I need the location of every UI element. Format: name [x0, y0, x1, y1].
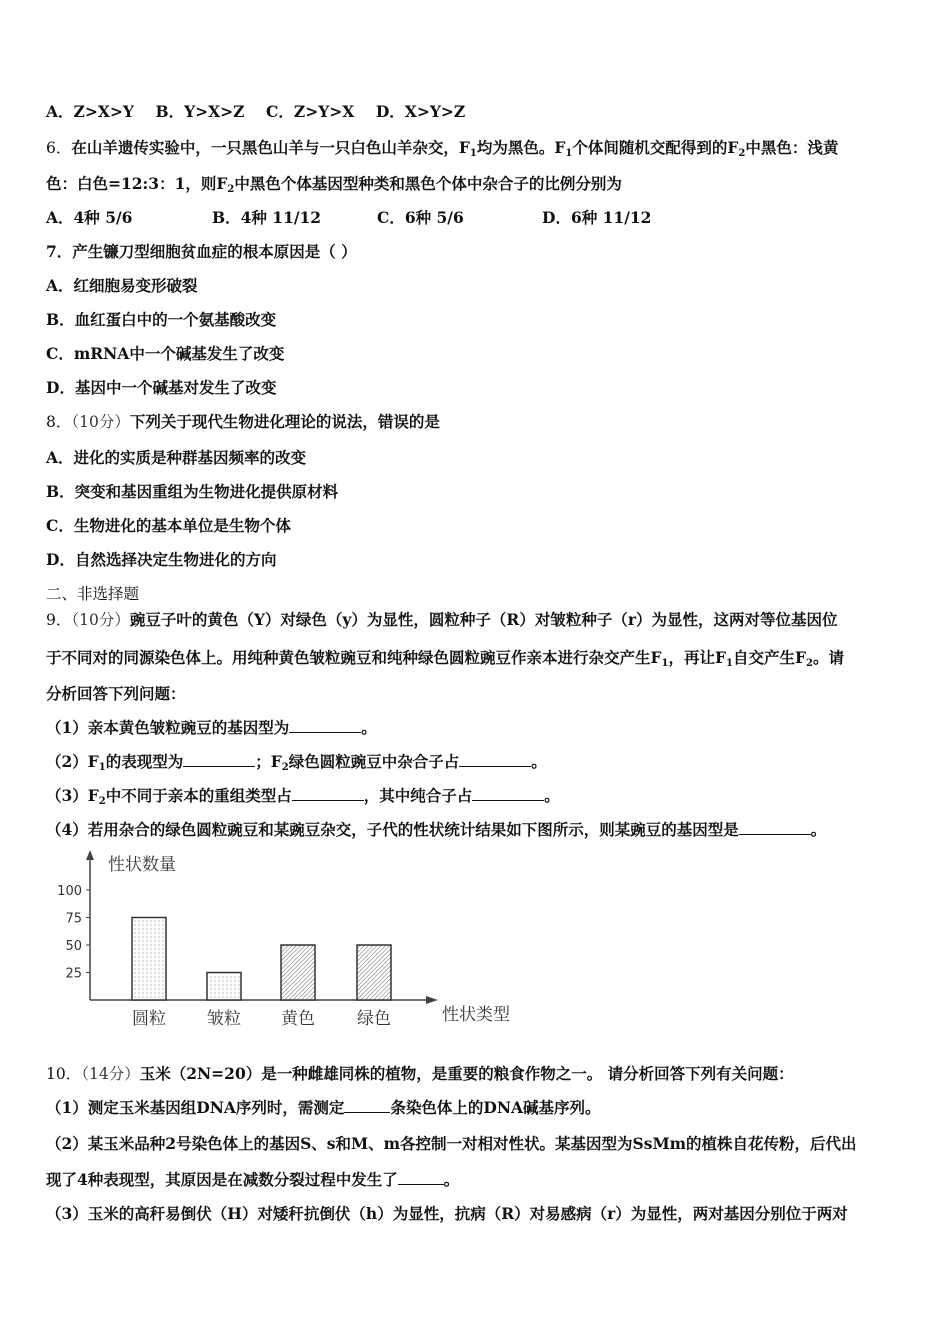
answer-blank[interactable]	[292, 786, 364, 801]
answer-blank[interactable]	[739, 820, 811, 835]
q10-part2-line1: （2）某玉米品种2号染色体上的基因S、s和M、m各控制一对相对性状。某基因型为SsMm的植株自花传粉，后代出	[46, 1134, 857, 1153]
y-tick-label: 50	[65, 939, 82, 954]
q6-option-a: A．4种 5/6	[46, 208, 133, 227]
y-tick-label: 25	[65, 966, 82, 982]
answer-blank[interactable]	[472, 786, 544, 801]
q6-stem-line2: 色：白色=12:3：1，则$F_2$中黑色个体基因型种类和黑色个体中杂合子的比例分别为	[46, 174, 622, 195]
q10-part1: （1）测定玉米基因组DNA序列时，需测定 条染色体上的DNA碱基序列。	[46, 1098, 601, 1117]
y-axis-label: 性状数量	[108, 855, 176, 875]
answer-blank[interactable]	[459, 752, 531, 767]
x-axis-label: 性状类型	[442, 1005, 510, 1025]
q7-option-b: B．血红蛋白中的一个氨基酸改变	[46, 310, 277, 329]
x-category-label: 皱粒	[207, 1009, 241, 1029]
q9-part3: $(3)F_2$中不同于亲本的重组类型占 ，其中纯合子占 。	[46, 786, 560, 807]
q9-stem-line2: 于不同对的同源染色体上。用纯种黄色皱粒豌豆和纯种绿色圆粒豌豆作亲本进行杂交产生$F_1$，再让$F_1$自交产生$F_2$。请	[46, 648, 844, 669]
bar-3	[281, 945, 315, 1000]
q8-option-c: C．生物进化的基本单位是生物个体	[46, 516, 291, 535]
q7-stem: 7．产生镰刀型细胞贫血症的根本原因是（ ）	[46, 242, 357, 261]
answer-blank[interactable]	[344, 1098, 390, 1113]
q6-option-b: B．4种 11/12	[212, 208, 322, 227]
answer-blank[interactable]	[398, 1170, 444, 1185]
q8-option-a: A．进化的实质是种群基因频率的改变	[46, 448, 307, 467]
bar-1	[132, 918, 166, 1001]
q6-stem-line1: 6．在山羊遗传实验中，一只黑色山羊与一只白色山羊杂交，$F_1$均为黑色。$F_1$个体间随机交配得到的$F_2$中黑色：浅黄	[46, 138, 839, 159]
q9-part4: （4）若用杂合的绿色圆粒豌豆和某豌豆杂交，子代的性状统计结果如下图所示，则某豌豆的基因型是 。	[46, 820, 827, 839]
y-tick-label: 100	[57, 884, 82, 899]
q7-option-d: D．基因中一个碱基对发生了改变	[46, 378, 277, 397]
answer-blank[interactable]	[289, 718, 361, 733]
y-axis-arrow	[86, 850, 94, 860]
q6-option-d: D．6种 11/12	[542, 208, 652, 227]
trait-count-chart	[50, 848, 550, 1034]
x-category-label: 黄色	[281, 1009, 315, 1029]
q8-option-b: B．突变和基因重组为生物进化提供原材料	[46, 482, 339, 501]
q7-option-c: C．mRNA中一个碱基发生了改变	[46, 344, 285, 363]
q9-part1: （1）亲本黄色皱粒豌豆的基因型为 。	[46, 718, 377, 737]
q8-stem: 8．（10分）下列关于现代生物进化理论的说法，错误的是	[46, 412, 440, 431]
q9-part2: $(2)F_1$的表现型为 ；$F_2$绿色圆粒豌豆中杂合子占 。	[46, 752, 547, 773]
answer-blank[interactable]	[183, 752, 255, 767]
q8-option-d: D．自然选择决定生物进化的方向	[46, 550, 277, 569]
q10-part3: （3）玉米的高秆易倒伏（H）对矮秆抗倒伏（h）为显性，抗病（R）对易感病（r）为显性，两对基因分别位于两对	[46, 1204, 848, 1223]
x-category-label: 圆粒	[132, 1009, 166, 1029]
y-tick-label: 75	[65, 911, 82, 927]
q10-stem: 10．（14分）玉米（2N=20）是一种雌雄同株的植物，是重要的粮食作物之一。 请分析回答下列有关问题：	[46, 1064, 794, 1083]
section-heading: 二、非选择题	[46, 585, 140, 603]
q9-stem-line1: 9．（10分）豌豆子叶的黄色（Y）对绿色（y）为显性，圆粒种子（R）对皱粒种子（r）为显性，这两对等位基因位	[46, 610, 838, 629]
x-axis-arrow	[426, 996, 438, 1004]
x-category-label: 绿色	[357, 1009, 391, 1029]
bar-4	[357, 945, 391, 1000]
q7-option-a: A．红细胞易变形破裂	[46, 276, 198, 295]
q9-stem-line3: 分析回答下列问题：	[46, 684, 186, 703]
q5-options: A．Z>X>Y B．Y>X>Z C．Z>Y>X D．X>Y>Z	[46, 102, 466, 121]
q6-option-c: C．6种 5/6	[377, 208, 464, 227]
bar-2	[207, 973, 241, 1001]
q10-part2-line2: 现了4种表现型，其原因是在减数分裂过程中发生了 。	[46, 1170, 460, 1189]
